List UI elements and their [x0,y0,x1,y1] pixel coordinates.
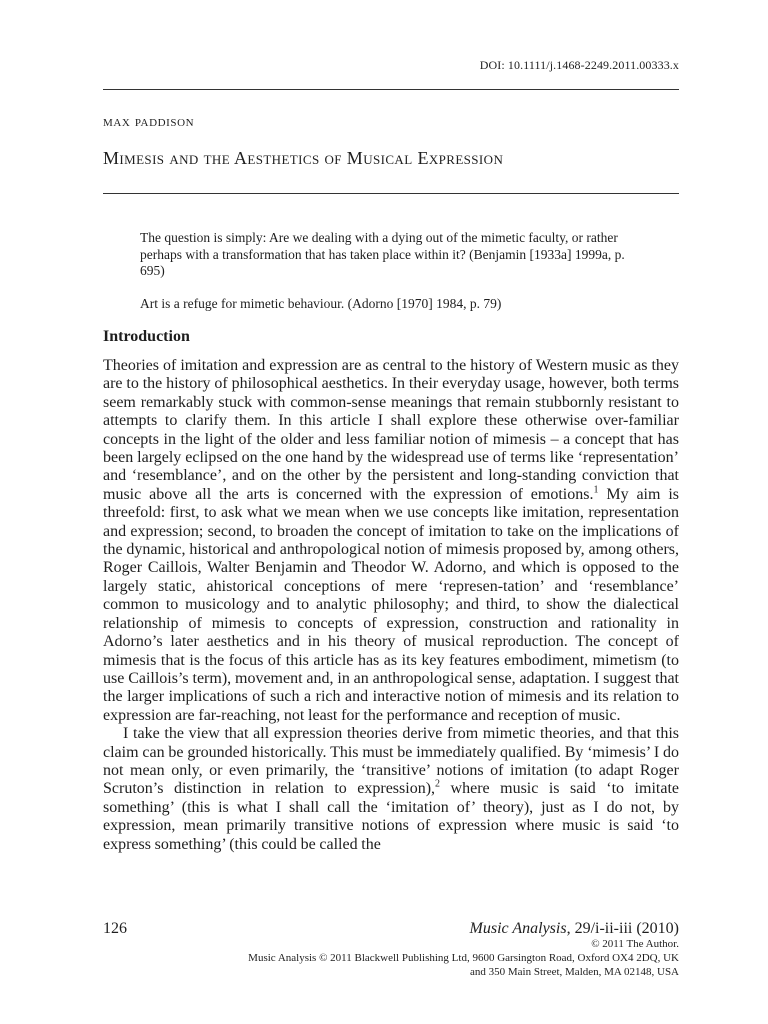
title-rule [103,193,679,194]
footnote-ref-2[interactable]: 2 [435,779,441,791]
epigraph-adorno: Art is a refuge for mimetic behaviour. (Adorno [1970] 1984, p. 79) [140,296,502,311]
author-name: max paddison [103,114,195,130]
article-page [103,0,679,1024]
article-title: Mimesis and the Aesthetics of Musical Expression [103,148,504,168]
copyright-notice [248,937,679,979]
paragraph-1: Theories of imitation and expression are as central to the history of Western music as they are to the history of philosophical aesthetics. In their everyday usage, however, both terms seem remarkably stuck with common-sense meanings that remain stubbornly resistant to attempts to clarify them. In this article I shall explore these otherwise over-familiar concepts in the light of the older and less familiar notion of mimesis – a concept that has been largely eclipsed on the one hand by the widespread use of terms like ‘representation’ and ‘resemblance’, and on the other by the persistent and long-standing conviction that music above all the arts is concerned with the expression of emotions.$^1$ My aim is threefold: first, to ask what we mean when we use concepts like imitation, representation and expression; second, to broaden the concept of imitation to take on the implications of the dynamic, historical and anthropological notion of mimesis proposed by, among others, Roger Caillois, Walter Benjamin and Theodor W. Adorno, and which is opposed to the largely static, ahistorical conceptions of mere ‘represen-tation’ and ‘resemblance’ common to musicology and to analytic philosophy; and third, to show the dialectical relationship of mimesis to concepts of expression, construction and rationality in Adorno’s later aesthetics and in his theory of musical reproduction. The concept of mimesis that is the focus of this article has as its key features embodiment, mimetism (to use Caillois’s term), movement and, in an anthropological sense, adaptation. I suggest that the larger implications of such a rich and interactive notion of mimesis and its relation to expression are far-reaching, not least for the performance and reception of music. [103,357,679,724]
copyright-line: and 350 Main Street, Malden, MA 02148, USA [470,966,679,978]
body-text [103,357,679,854]
paragraph-2: I take the view that all expression theories derive from mimetic theories, and that this claim can be grounded historically. This must be immediately qualified. By ‘mimesis’ I do not mean only, or even primarily, the ‘transitive’ notions of imitation (to adapt Roger Scruton’s distinction in relation to expression),$^2$ where music is said ‘to imitate something’ (this is what I shall call the ‘imitation of’ theory), just as I do not, by expression, mean primarily transitive notions of expression where music is said ‘to express something’ (this could be called the [103,725,679,853]
section-heading: Introduction [103,328,190,345]
page-number: 126 [103,920,127,937]
top-rule [103,89,679,90]
journal-citation [470,920,679,938]
doi-label: DOI: 10.1111/j.1468-2249.2011.00333.x [479,58,679,72]
footnote-ref-1[interactable]: 1 [593,484,599,496]
epigraph-benjamin: The question is simply: Are we dealing with a dying out of the mimetic faculty, or rather perhaps with a transformation that has taken place within it? (Benjamin [1933a] 1999a, p. 695) [140,230,625,278]
copyright-line: Music Analysis © 2011 Blackwell Publishing Ltd, 9600 Garsington Road, Oxford OX4 2DQ, UK [248,952,679,964]
journal-issue: , 29/i-ii-iii (2010) [566,920,679,937]
journal-name: Music Analysis [469,920,567,937]
copyright-line: © 2011 The Author. [591,938,679,950]
